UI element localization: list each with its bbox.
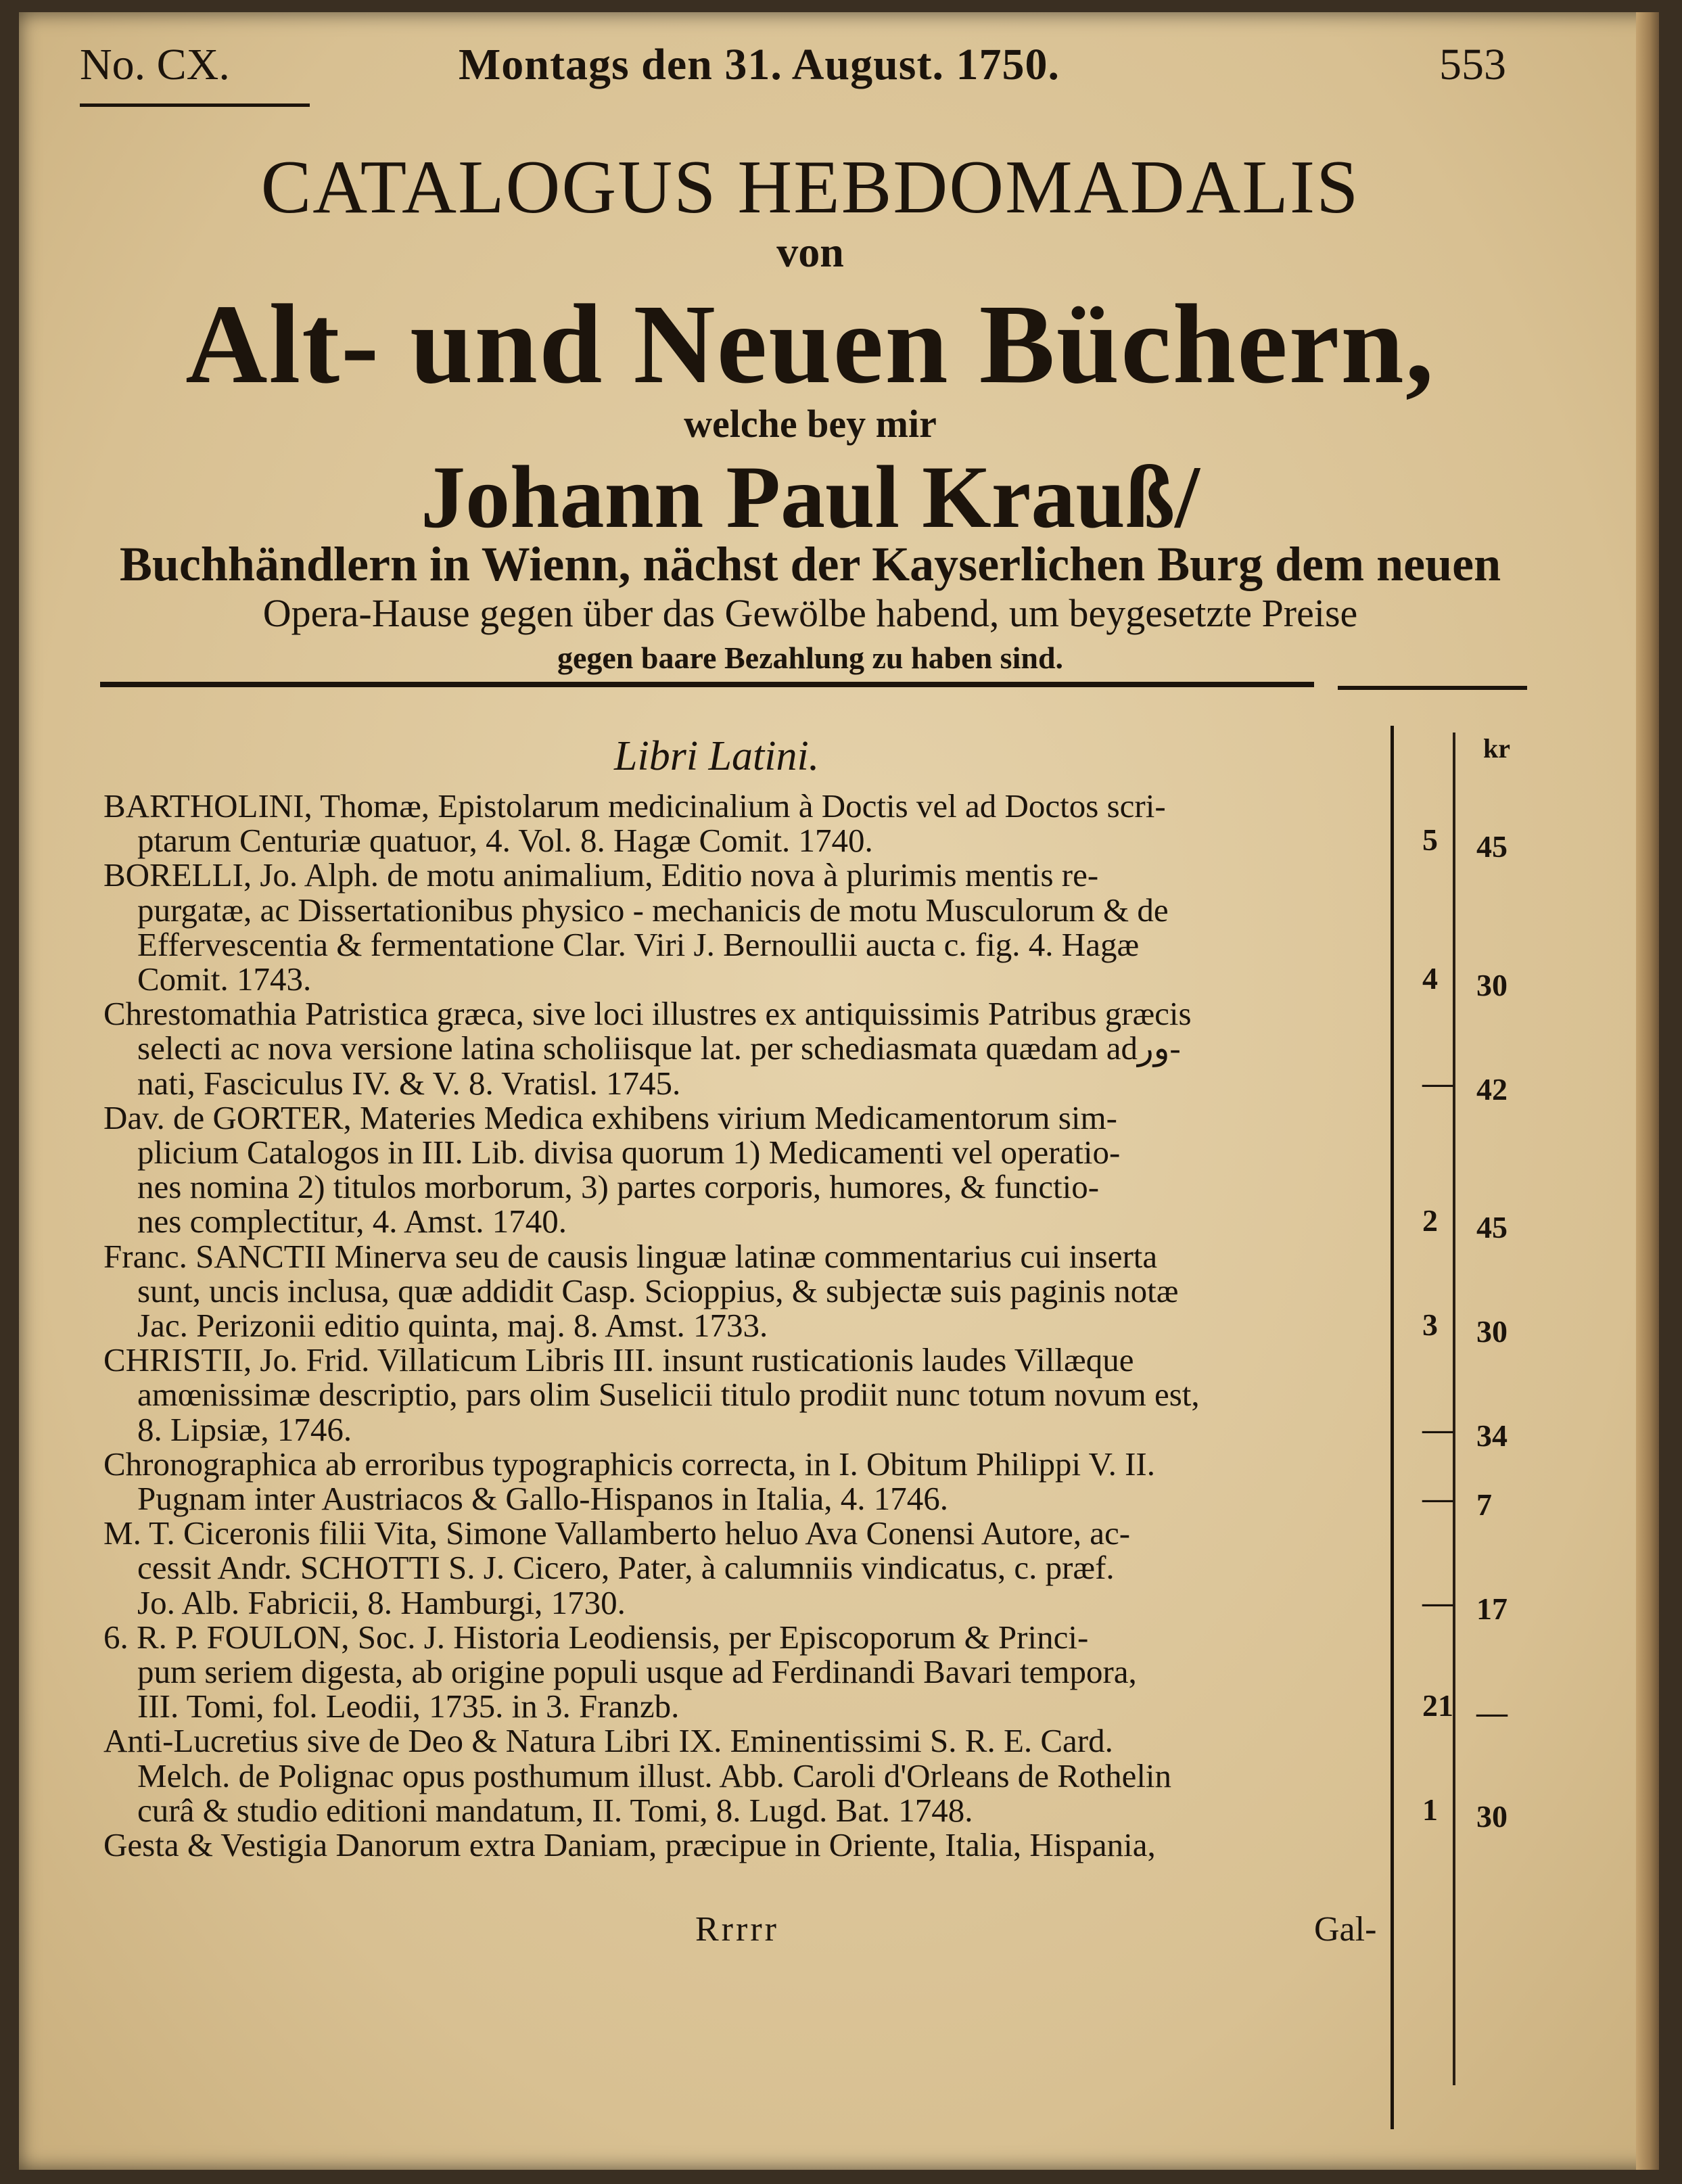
entry-line: pum seriem digesta, ab origine populi usque ad Ferdinandi Bavari tempora, xyxy=(137,1652,1137,1690)
price-florin: 3 xyxy=(1422,1307,1438,1342)
price-florin: 1 xyxy=(1422,1792,1438,1827)
book-entry xyxy=(103,1723,1388,1828)
entry-line: Effervescentia & fermentatione Clar. Viri J. Bernoullii aucta c. fig. 4. Hagæ xyxy=(137,925,1140,963)
price-florin: 21 xyxy=(1422,1688,1453,1723)
book-entry xyxy=(103,1620,1388,1724)
entry-line: Anti-Lucretius sive de Deo & Natura Libri IX. Eminentissimi S. R. E. Card. xyxy=(103,1722,1113,1760)
price-column-divider-left xyxy=(1391,726,1394,2129)
price-florin: 4 xyxy=(1422,961,1438,996)
entry-line: purgatæ, ac Dissertationibus physico - mechanicis de motu Musculorum & de xyxy=(137,891,1169,929)
price-kreuzer: — xyxy=(1476,1695,1508,1730)
title-von: von xyxy=(776,228,844,276)
entry-line: Chrestomathia Patristica græca, sive loci illustres ex antiquissimis Patribus græcis xyxy=(103,995,1192,1033)
entry-line: 6. R. P. FOULON, Soc. J. Historia Leodiensis, per Episcoporum & Princi- xyxy=(103,1618,1089,1656)
price-kreuzer: 30 xyxy=(1476,1314,1508,1349)
address-line-1: Buchhändlern in Wienn, nächst der Kayserlichen Burg dem neuen xyxy=(119,537,1501,591)
entry-line: nati, Fasciculus IV. & V. 8. Vratisl. 1745. xyxy=(137,1064,681,1102)
price-florin: — xyxy=(1422,1584,1453,1619)
entry-line: Melch. de Polignac opus posthumum illust. Abb. Caroli d'Orleans de Rothelin xyxy=(137,1757,1172,1794)
price-kreuzer: 45 xyxy=(1476,829,1508,864)
entry-line: BORELLI, Jo. Alph. de motu animalium, Editio nova à plurimis mentis re- xyxy=(103,856,1099,894)
entry-line: selecti ac nova versione latina scholiisque lat. per schediasmata quædam adور- xyxy=(137,1029,1181,1067)
entry-line: CHRISTII, Jo. Frid. Villaticum Libris III. insunt rusticationis laudes Villæque xyxy=(103,1341,1134,1379)
book-entry xyxy=(103,996,1388,1100)
title-books: Alt- und Neuen Büchern, xyxy=(185,281,1435,407)
entry-line: M. T. Ciceronis filii Vita, Simone Vallamberto heluo Ava Conensi Autore, ac- xyxy=(103,1514,1131,1552)
entry-line: Dav. de GORTER, Materies Medica exhibens virium Medicamentorum sim- xyxy=(103,1098,1117,1136)
book-entry xyxy=(103,1447,1388,1516)
entry-line: BARTHOLINI, Thomæ, Epistolarum medicinalium à Doctis vel ad Doctos scri- xyxy=(103,787,1166,824)
entry-line: plicium Catalogos in III. Lib. divisa quorum 1) Medicamenti vel operatio- xyxy=(137,1133,1121,1171)
price-kreuzer: 45 xyxy=(1476,1210,1508,1245)
entry-line: Franc. SANCTII Minerva seu de causis linguæ latinæ commentarius cui inserta xyxy=(103,1237,1158,1275)
book-entry xyxy=(103,858,1388,996)
entry-line: Comit. 1743. xyxy=(137,960,312,998)
catalogue-page xyxy=(19,12,1659,2170)
book-entry xyxy=(103,1343,1388,1447)
address-line-2: Opera-Hause gegen über das Gewölbe habend, um beygesetzte Preise xyxy=(262,591,1358,635)
bookseller-name: Johann Paul Krauß/ xyxy=(421,447,1200,547)
entry-line: sunt, uncis inclusa, quæ addidit Casp. Scioppius, & subjectæ suis paginis notæ xyxy=(137,1272,1179,1309)
entry-line: III. Tomi, fol. Leodii, 1735. in 3. Franzb. xyxy=(137,1688,680,1725)
catchword: Gal- xyxy=(1314,1910,1377,1949)
book-entry xyxy=(103,1100,1388,1239)
entry-line: 8. Lipsiæ, 1746. xyxy=(137,1410,352,1448)
price-column-divider-right xyxy=(1453,733,1455,2085)
page-edge xyxy=(1636,12,1659,2170)
entry-line: Chronographica ab erroribus typographicis correcta, in I. Obitum Philippi V. II. xyxy=(103,1445,1155,1483)
book-entry xyxy=(103,1828,1388,1862)
entry-line: Jo. Alb. Fabricii, 8. Hamburgi, 1730. xyxy=(137,1583,626,1621)
title-welche: welche bey mir xyxy=(684,402,937,446)
price-kreuzer: 17 xyxy=(1476,1591,1508,1626)
price-florin: — xyxy=(1422,1411,1453,1446)
catalogue-title: CATALOGUS HEBDOMADALIS xyxy=(260,145,1360,229)
title-rule xyxy=(100,682,1314,687)
address-line-3: gegen baare Bezahlung zu haben sind. xyxy=(557,641,1064,675)
price-column-rule xyxy=(1338,686,1527,690)
price-florin: — xyxy=(1422,1481,1453,1515)
header-rule xyxy=(80,103,310,107)
entry-line: Jac. Perizonii editio quinta, maj. 8. Amst. 1733. xyxy=(137,1306,768,1344)
price-kreuzer: 7 xyxy=(1476,1487,1492,1522)
entry-line: nes nomina 2) titulos morborum, 3) partes corporis, humores, & functio- xyxy=(137,1168,1100,1206)
price-kreuzer: 30 xyxy=(1476,968,1508,1002)
currency-heading: kr xyxy=(1483,733,1510,764)
entry-line: Pugnam inter Austriacos & Gallo-Hispanos in Italia, 4. 1746. xyxy=(137,1479,948,1517)
book-entry xyxy=(103,789,1388,858)
entry-line: cessit Andr. SCHOTTI S. J. Cicero, Pater, à calumniis vindicatus, c. præf. xyxy=(137,1549,1115,1587)
book-entry xyxy=(103,1239,1388,1343)
section-title: Libri Latini. xyxy=(614,733,820,779)
price-florin: — xyxy=(1422,1065,1453,1100)
book-entry xyxy=(103,1516,1388,1620)
price-kreuzer: 30 xyxy=(1476,1798,1508,1834)
issue-number: No. CX. xyxy=(80,40,230,89)
entry-line: amœnissimæ descriptio, pars olim Suselicii titulo prodiit nunc totum novum est, xyxy=(137,1376,1200,1414)
entry-line: Gesta & Vestigia Danorum extra Daniam, præcipue in Oriente, Italia, Hispania, xyxy=(103,1826,1156,1863)
price-kreuzer: 42 xyxy=(1476,1071,1508,1107)
issue-date: Montags den 31. August. 1750. xyxy=(459,40,1060,89)
price-kreuzer: 34 xyxy=(1476,1418,1508,1453)
entry-line: curâ & studio editioni mandatum, II. Tomi, 8. Lugd. Bat. 1748. xyxy=(137,1791,973,1829)
signature-mark: Rrrrr xyxy=(695,1910,779,1949)
page-number: 553 xyxy=(1439,40,1506,89)
page-header xyxy=(80,39,1541,100)
price-florin: 5 xyxy=(1422,822,1438,858)
price-florin: 2 xyxy=(1422,1203,1438,1238)
entry-line: ptarum Centuriæ quatuor, 4. Vol. 8. Hagæ Comit. 1740. xyxy=(137,822,873,860)
entry-line: nes complectitur, 4. Amst. 1740. xyxy=(137,1203,567,1240)
